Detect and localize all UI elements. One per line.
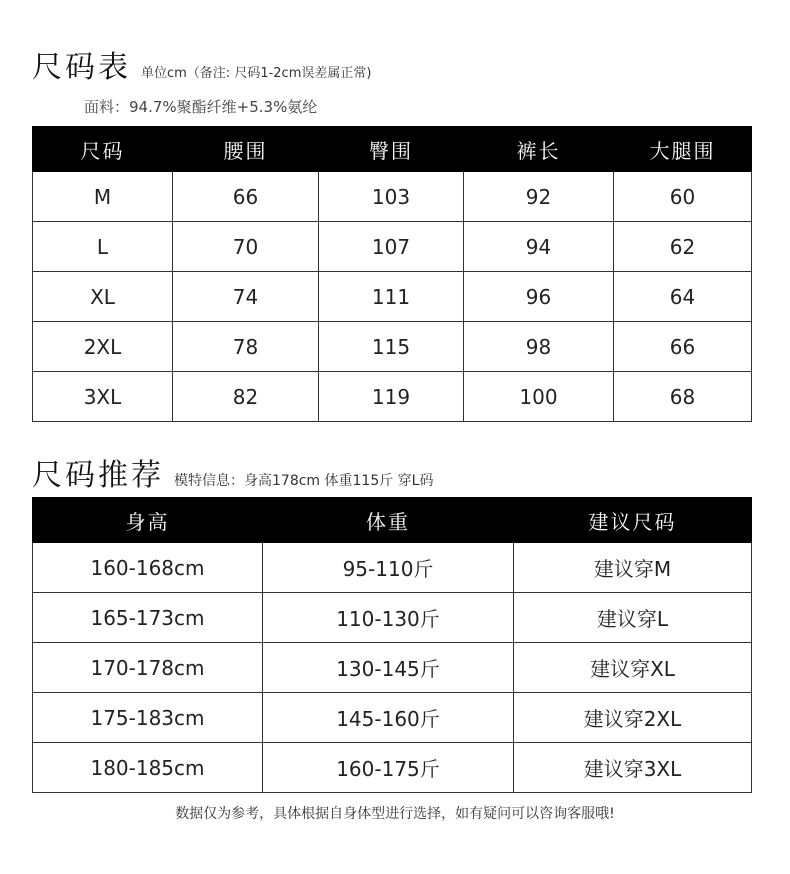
table-cell: 建议穿M (514, 543, 752, 593)
size-chart-header: 臀围 (319, 127, 464, 172)
table-cell: 100 (464, 372, 614, 422)
table-cell: 78 (173, 322, 319, 372)
table-cell: 180-185cm (33, 743, 263, 793)
table-cell: 95-110斤 (263, 543, 514, 593)
table-cell: 107 (319, 222, 464, 272)
table-row (33, 172, 752, 222)
table-cell: XL (33, 272, 173, 322)
table-cell: 建议穿2XL (514, 693, 752, 743)
table-row (33, 372, 752, 422)
table-row (33, 322, 752, 372)
table-cell: 98 (464, 322, 614, 372)
table-cell: 119 (319, 372, 464, 422)
table-cell: 115 (319, 322, 464, 372)
size-chart-header: 裤长 (464, 127, 614, 172)
disclaimer-footer: 数据仅为参考，具体根据自身体型进行选择，如有疑问可以咨询客服哦! (175, 806, 615, 822)
size-chart-unit-note: 单位cm（备注: 尺码1-2cm误差属正常) (141, 66, 372, 81)
table-cell: 3XL (33, 372, 173, 422)
table-cell: 70 (173, 222, 319, 272)
table-cell: 82 (173, 372, 319, 422)
table-cell: 111 (319, 272, 464, 322)
table-row (33, 272, 752, 322)
table-row (33, 643, 752, 693)
table-cell: M (33, 172, 173, 222)
table-cell: 建议穿3XL (514, 743, 752, 793)
table-cell: 170-178cm (33, 643, 263, 693)
recommendation-header: 建议尺码 (514, 498, 752, 543)
table-cell: 60 (614, 172, 752, 222)
model-info: 模特信息：身高178cm 体重115斤 穿L码 (174, 473, 434, 489)
table-cell: 68 (614, 372, 752, 422)
size-chart-header: 大腿围 (614, 127, 752, 172)
table-row (33, 543, 752, 593)
table-cell: 145-160斤 (263, 693, 514, 743)
recommendation-heading (32, 450, 433, 494)
recommendation-header: 体重 (263, 498, 514, 543)
table-cell: 110-130斤 (263, 593, 514, 643)
table-cell: 66 (614, 322, 752, 372)
table-cell: 74 (173, 272, 319, 322)
size-chart-heading (32, 42, 371, 86)
size-chart-table (32, 126, 752, 422)
size-chart-header: 腰围 (173, 127, 319, 172)
table-cell: 103 (319, 172, 464, 222)
table-cell: 130-145斤 (263, 643, 514, 693)
table-cell: 160-168cm (33, 543, 263, 593)
table-row (33, 222, 752, 272)
size-chart-header-row (33, 127, 752, 172)
table-cell: 64 (614, 272, 752, 322)
size-chart-title: 尺码表 (32, 50, 131, 85)
table-row (33, 743, 752, 793)
table-cell: 96 (464, 272, 614, 322)
material-info: 面料：94.7%聚酯纤维+5.3%氨纶 (84, 98, 318, 116)
table-cell: 2XL (33, 322, 173, 372)
recommendation-header-row (33, 498, 752, 543)
table-cell: 建议穿XL (514, 643, 752, 693)
table-cell: 94 (464, 222, 614, 272)
table-cell: 66 (173, 172, 319, 222)
table-cell: 165-173cm (33, 593, 263, 643)
recommendation-table (32, 497, 752, 793)
recommendation-header: 身高 (33, 498, 263, 543)
table-row (33, 593, 752, 643)
recommendation-title: 尺码推荐 (32, 458, 164, 493)
table-cell: 160-175斤 (263, 743, 514, 793)
table-cell: L (33, 222, 173, 272)
table-row (33, 693, 752, 743)
table-cell: 92 (464, 172, 614, 222)
table-cell: 建议穿L (514, 593, 752, 643)
size-chart-header: 尺码 (33, 127, 173, 172)
table-cell: 62 (614, 222, 752, 272)
table-cell: 175-183cm (33, 693, 263, 743)
